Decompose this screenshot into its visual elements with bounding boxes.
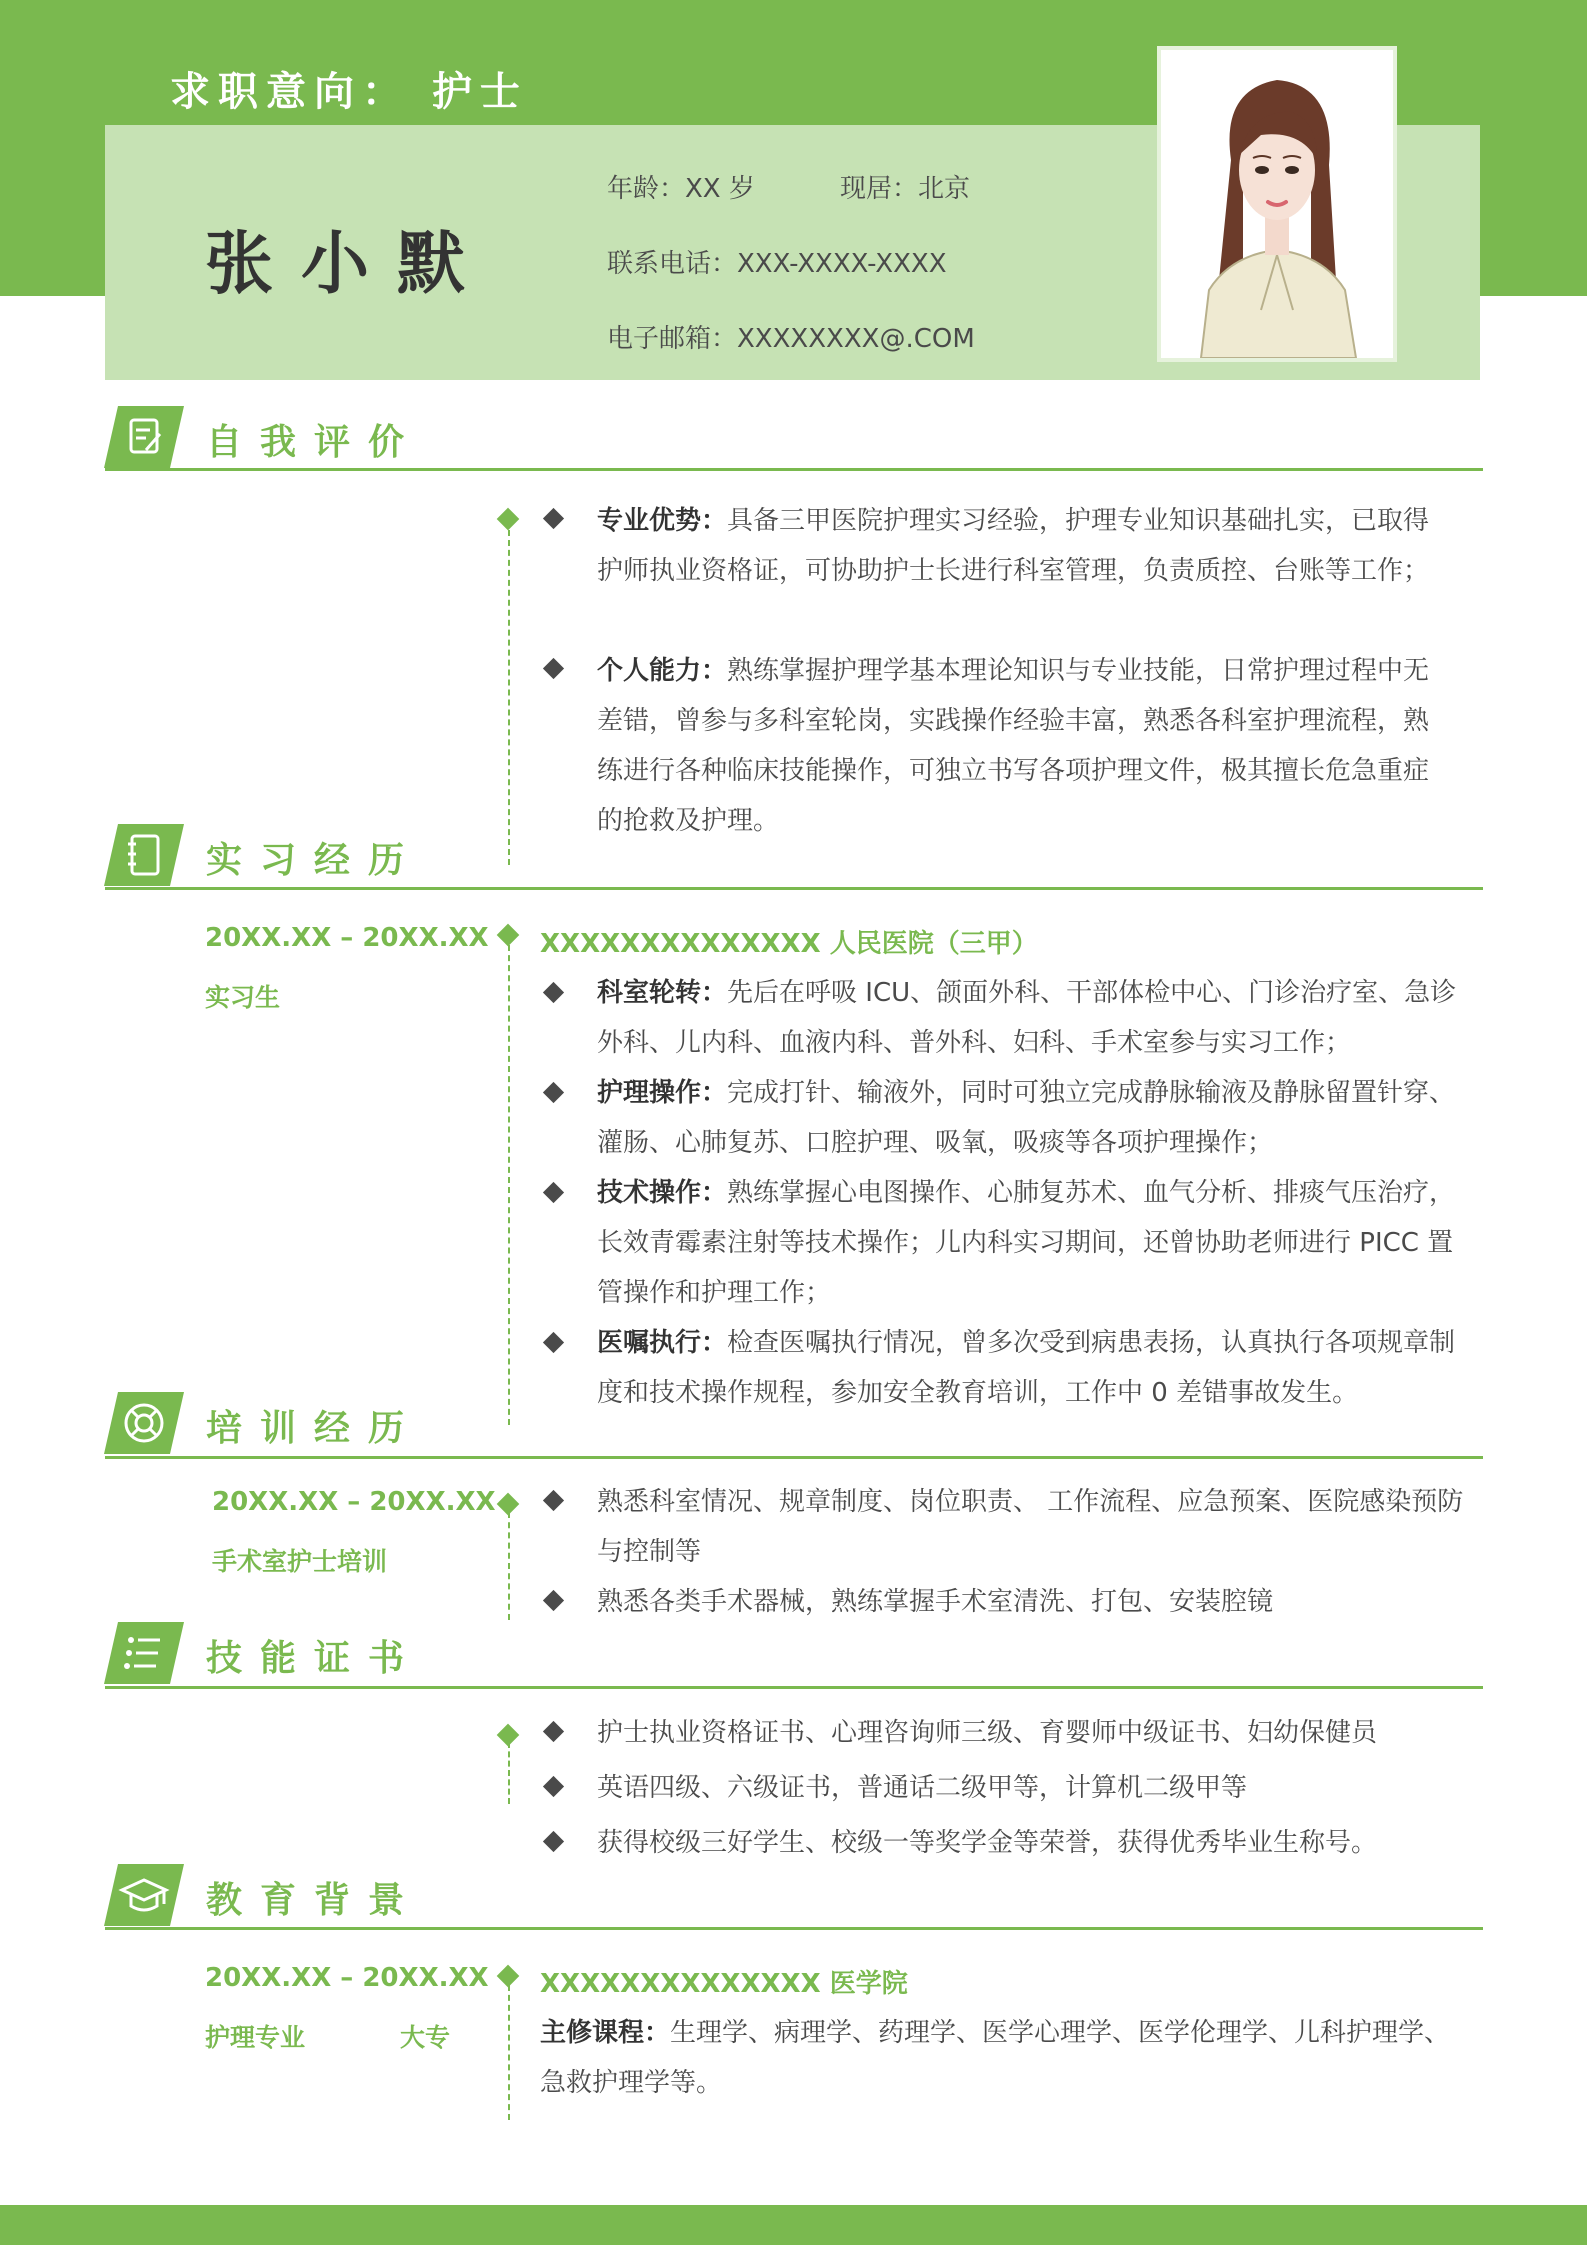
timeline-dot xyxy=(497,924,520,947)
education-courses: 主修课程：生理学、病理学、药理学、医学心理学、医学伦理学、儿科护理学、急救护理学等。 xyxy=(540,2018,1451,2098)
lifebuoy-icon xyxy=(104,1392,184,1454)
bullet-diamond xyxy=(543,982,564,1003)
bullet-diamond xyxy=(543,1721,564,1742)
avatar-illustration-icon xyxy=(1161,50,1393,358)
section-title-internship: 实习经历 xyxy=(206,840,423,881)
phone-info: 联系电话：XXX-XXXX-XXXX xyxy=(607,249,947,279)
bullet-diamond xyxy=(543,1332,564,1353)
internship-item: 医嘱执行：检查医嘱执行情况，曾多次受到病患表扬，认真执行各项规章制度和技术操作规程，参加安全教育培训，工作中 0 差错事故发生。 xyxy=(597,1328,1456,1408)
bullet-diamond xyxy=(543,1776,564,1797)
education-degree: 大专 xyxy=(400,2023,451,2052)
footer-band xyxy=(0,2205,1587,2245)
internship-item: 科室轮转：先后在呼吸 ICU、颌面外科、干部体检中心、门诊治疗室、急诊外科、儿内科、血液内科、普外科、妇科、手术室参与实习工作； xyxy=(597,978,1457,1058)
bullet-diamond xyxy=(543,1490,564,1511)
age-info: 年龄：XX 岁 xyxy=(607,174,755,204)
bullet-diamond xyxy=(543,1831,564,1852)
self-eval-item: 个人能力：熟练掌握护理学基本理论知识与专业技能，日常护理过程中无差错，曾参与多科室轮岗，实践操作经验丰富，熟悉各科室护理流程，熟练进行各种临床技能操作，可独立书写各项护理文件，极其擅长危急重症的抢救及护理。 xyxy=(597,656,1430,836)
training-date: 20XX.XX – 20XX.XX xyxy=(212,1487,496,1517)
internship-item: 技术操作：熟练掌握心电图操作、心肺复苏术、血气分析、排痰气压治疗，长效青霉素注射等技术操作；儿内科实习期间，还曾协助老师进行 PICC 置管操作和护理工作； xyxy=(597,1178,1456,1308)
self-eval-item: 专业优势：具备三甲医院护理实习经验，护理专业知识基础扎实，已取得护师执业资格证，可协助护士长进行科室管理，负责质控、台账等工作； xyxy=(597,506,1430,586)
education-major: 护理专业 xyxy=(205,2023,306,2052)
timeline-line xyxy=(508,945,510,1425)
timeline-dot xyxy=(497,1724,520,1747)
residence-info: 现居：北京 xyxy=(840,174,971,204)
internship-org: XXXXXXXXXXXXXX 人民医院（三甲） xyxy=(540,929,1038,959)
candidate-name: 张小默 xyxy=(205,225,494,304)
email-info: 电子邮箱：XXXXXXXX@.COM xyxy=(607,324,975,354)
timeline-line xyxy=(508,1742,510,1804)
bullet-diamond xyxy=(543,508,564,529)
education-date: 20XX.XX – 20XX.XX xyxy=(205,1963,489,1993)
bullet-diamond xyxy=(543,658,564,679)
section-divider xyxy=(105,887,1483,890)
section-title-skills: 技能证书 xyxy=(206,1638,423,1679)
section-divider xyxy=(105,1456,1483,1459)
graduation-cap-icon xyxy=(104,1864,184,1926)
training-role: 手术室护士培训 xyxy=(212,1547,388,1576)
job-intent: 求职意向： 护士 xyxy=(170,69,528,115)
timeline-line xyxy=(508,520,510,865)
section-title-education: 教育背景 xyxy=(206,1880,423,1921)
section-title-training: 培训经历 xyxy=(206,1408,423,1449)
timeline-line xyxy=(508,1512,510,1620)
notebook-icon xyxy=(104,824,184,886)
skill-item: 英语四级、六级证书，普通话二级甲等，计算机二级甲等 xyxy=(597,1773,1248,1803)
internship-role: 实习生 xyxy=(205,983,281,1012)
timeline-dot xyxy=(497,1965,520,1988)
section-divider xyxy=(105,1927,1483,1930)
timeline-dot xyxy=(497,508,520,531)
skill-item: 护士执业资格证书、心理咨询师三级、育婴师中级证书、妇幼保健员 xyxy=(597,1718,1378,1748)
internship-date: 20XX.XX – 20XX.XX xyxy=(205,923,489,953)
edit-note-icon xyxy=(104,406,184,468)
section-title-self-eval: 自我评价 xyxy=(206,422,423,463)
skill-item: 获得校级三好学生、校级一等奖学金等荣誉，获得优秀毕业生称号。 xyxy=(597,1828,1378,1858)
timeline-line xyxy=(508,1985,510,2120)
avatar xyxy=(1157,46,1397,362)
bullet-diamond xyxy=(543,1590,564,1611)
education-org: XXXXXXXXXXXXXX 医学院 xyxy=(540,1969,908,1999)
list-icon xyxy=(104,1622,184,1684)
timeline-dot xyxy=(497,1493,520,1516)
training-item: 熟悉科室情况、规章制度、岗位职责、 工作流程、应急预案、医院感染预防与控制等 xyxy=(597,1487,1464,1567)
section-divider xyxy=(105,468,1483,471)
bullet-diamond xyxy=(543,1082,564,1103)
bullet-diamond xyxy=(543,1182,564,1203)
training-item: 熟悉各类手术器械，熟练掌握手术室清洗、打包、安装腔镜 xyxy=(597,1587,1274,1617)
internship-item: 护理操作：完成打针、输液外，同时可独立完成静脉输液及静脉留置针穿、灌肠、心肺复苏、口腔护理、吸氧，吸痰等各项护理操作； xyxy=(597,1078,1456,1158)
section-divider xyxy=(105,1686,1483,1689)
